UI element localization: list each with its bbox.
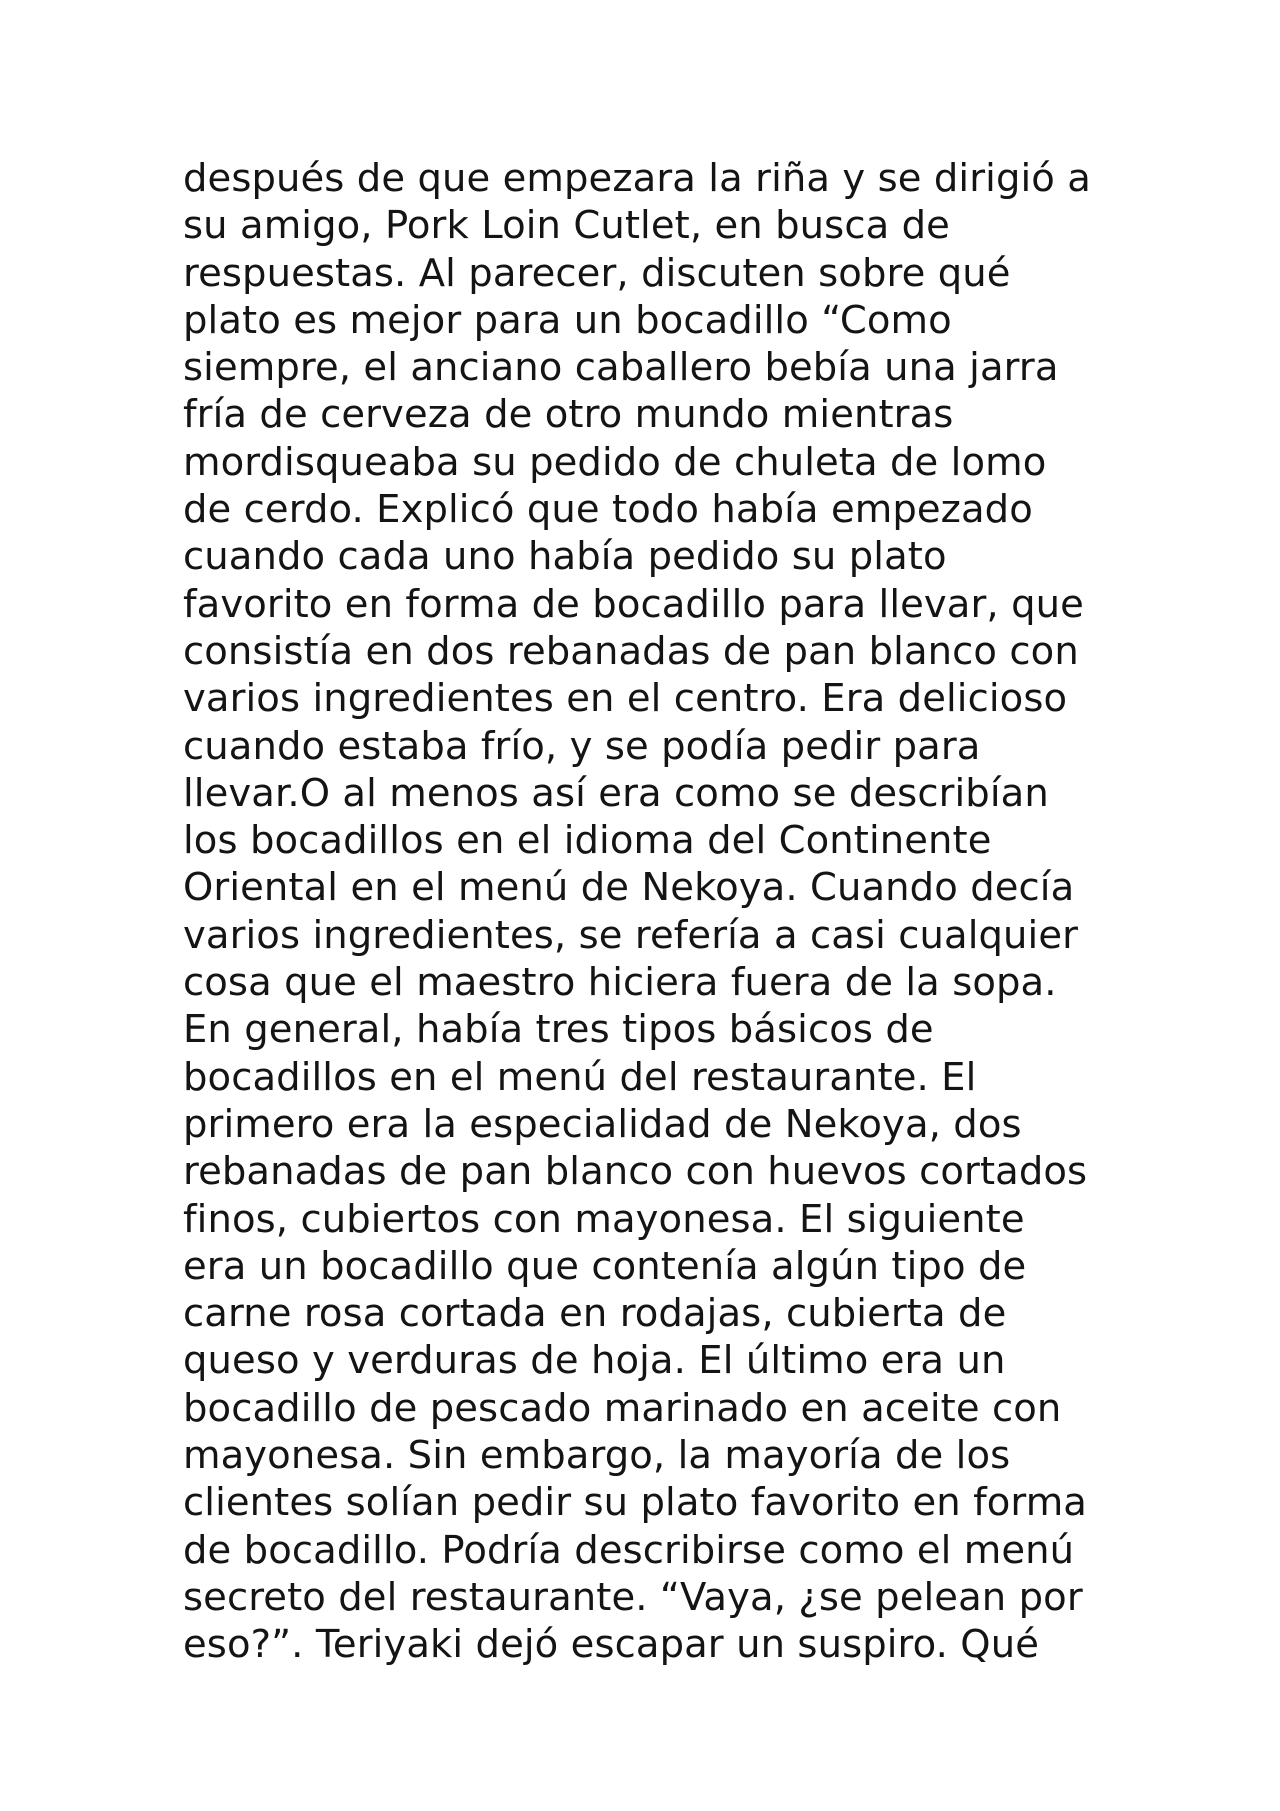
text-line: bocadillos en el menú del restaurante. El [183, 1054, 977, 1100]
text-line: plato es mejor para un bocadillo “Como [183, 297, 952, 343]
text-line: consistía en dos rebanadas de pan blanco con [183, 628, 1079, 674]
text-line: primero era la especialidad de Nekoya, dos [183, 1101, 1022, 1147]
text-line: rebanadas de pan blanco con huevos cortados [183, 1149, 1088, 1195]
text-line: fría de cerveza de otro mundo mientras [183, 392, 954, 438]
text-line: su amigo, Pork Loin Cutlet, en busca de [183, 203, 950, 249]
text-line: era un bocadillo que contenía algún tipo de [183, 1243, 1027, 1289]
text-line: eso?”. Teriyaki dejó escapar un suspiro. Qué [183, 1622, 1039, 1668]
text-line: siempre, el anciano caballero bebía una jarra [183, 345, 1059, 391]
text-line: respuestas. Al parecer, discuten sobre qué [183, 250, 1011, 296]
text-line: mayonesa. Sin embargo, la mayoría de los [183, 1433, 1011, 1479]
text-line: bocadillo de pescado marinado en aceite con [183, 1385, 1062, 1431]
text-line: varios ingredientes, se refería a casi cualquier [183, 912, 1079, 958]
text-line: queso y verduras de hoja. El último era un [183, 1338, 1006, 1384]
text-line: cosa que el maestro hiciera fuera de la sopa. [183, 960, 1057, 1006]
text-line: carne rosa cortada en rodajas, cubierta de [183, 1291, 1007, 1337]
text-line: Oriental en el menú de Nekoya. Cuando decía [183, 865, 1075, 911]
text-line: secreto del restaurante. “Vaya, ¿se pelean por [183, 1574, 1083, 1620]
text-line: varios ingredientes en el centro. Era delicioso [183, 676, 1068, 722]
text-line: los bocadillos en el idioma del Continente [183, 818, 992, 864]
text-line: de cerdo. Explicó que todo había empezado [183, 487, 1033, 533]
text-line: llevar.O al menos así era como se describían [183, 770, 1049, 816]
text-line: después de que empezara la riña y se dirigió a [183, 156, 1091, 201]
text-line: clientes solían pedir su plato favorito en forma [183, 1480, 1087, 1526]
text-line: mordisqueaba su pedido de chuleta de lomo [183, 439, 1047, 485]
body-text [183, 155, 1123, 1669]
text-line: finos, cubiertos con mayonesa. El siguiente [183, 1196, 1025, 1242]
text-line: cuando estaba frío, y se podía pedir para [183, 723, 981, 769]
text-line: favorito en forma de bocadillo para llevar, que [183, 581, 1084, 627]
text-line: de bocadillo. Podría describirse como el menú [183, 1527, 1075, 1573]
text-line: cuando cada uno había pedido su plato [183, 534, 947, 580]
text-line: En general, había tres tipos básicos de [183, 1007, 934, 1053]
